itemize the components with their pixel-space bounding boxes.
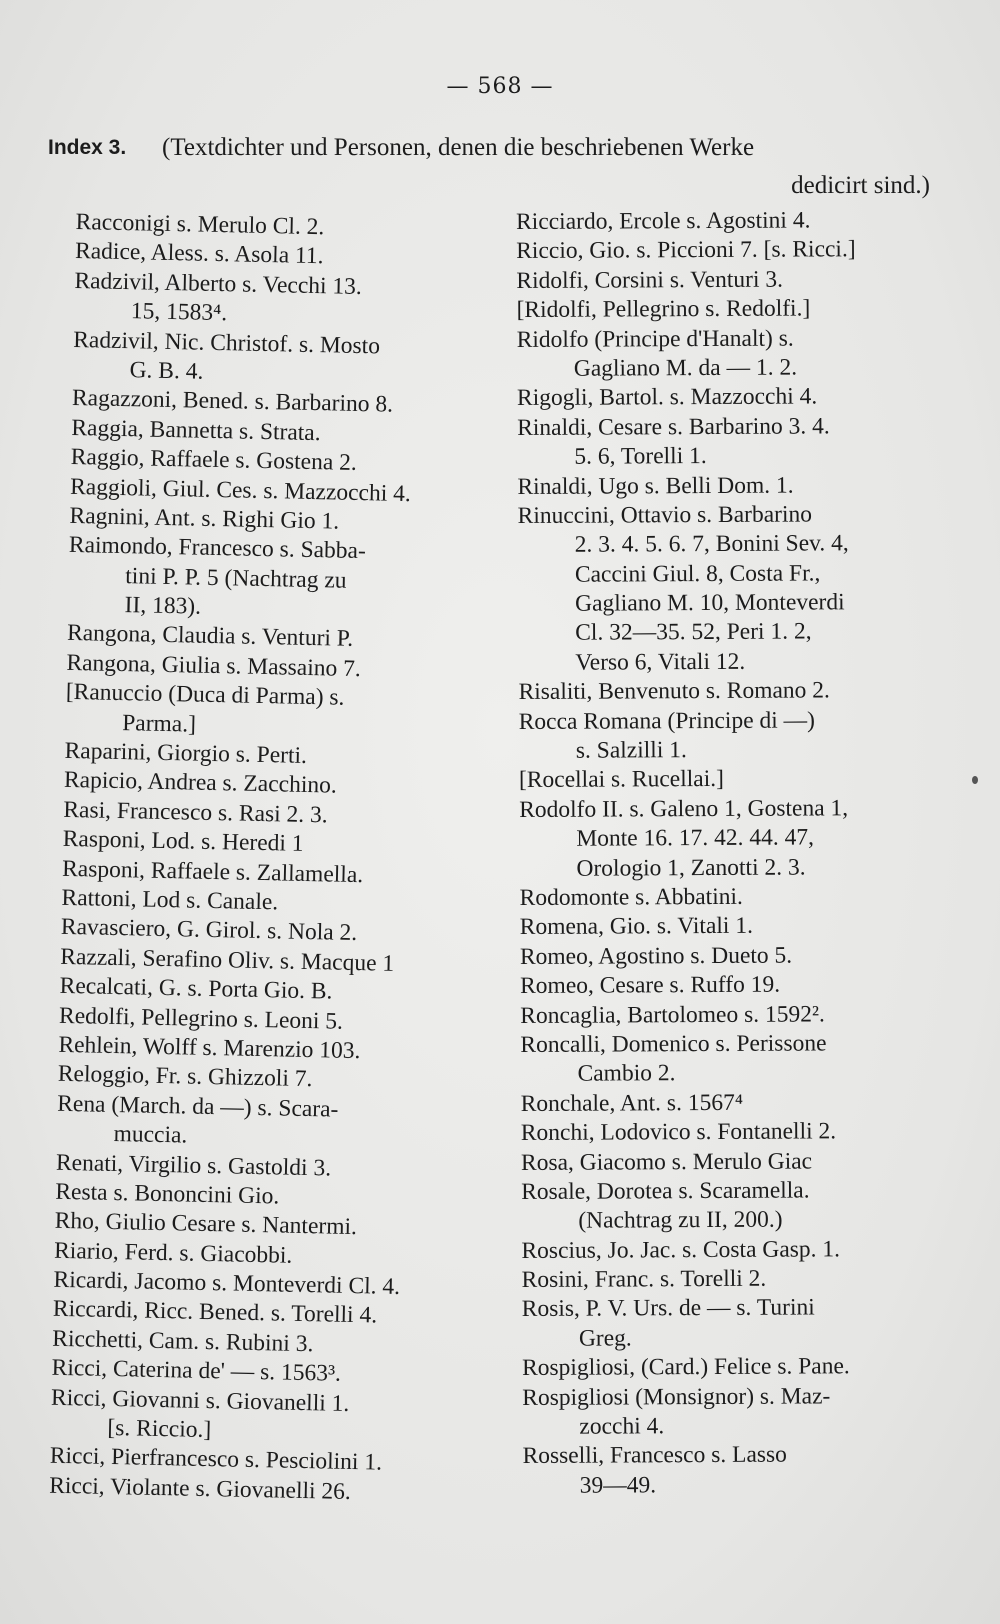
index-entry-line: Rasponi, Raffaele s. Zallamella. bbox=[61, 855, 364, 888]
index-entry-line: Rinaldi, Cesare s. Barbarino 3. 4. bbox=[517, 413, 830, 441]
index-entry-line: [s. Riccio.] bbox=[107, 1414, 212, 1444]
ink-speck bbox=[972, 776, 978, 784]
index-entry-line: Riario, Ferd. s. Giacobbi. bbox=[53, 1237, 293, 1269]
index-entry-line: Rosale, Dorotea s. Scaramella. bbox=[521, 1177, 810, 1205]
index-entry-line: Rospigliosi (Monsignor) s. Maz- bbox=[522, 1382, 831, 1411]
index-entry-line: Recalcati, G. s. Porta Gio. B. bbox=[59, 972, 333, 1005]
index-entry-line: Raggia, Bannetta s. Strata. bbox=[71, 414, 321, 446]
index-entry-line: Radice, Aless. s. Asola 11. bbox=[74, 238, 324, 270]
index-entry-line: Reloggio, Fr. s. Ghizzoli 7. bbox=[57, 1061, 313, 1093]
index-entry-line: Rangona, Claudia s. Venturi P. bbox=[66, 620, 354, 653]
index-entry-line: Verso 6, Vitali 12. bbox=[575, 648, 746, 676]
index-entry-line: Gagliano M. 10, Monteverdi bbox=[575, 589, 845, 617]
index-entry-line: Ravasciero, G. Girol. s. Nola 2. bbox=[60, 914, 358, 947]
index-entry-line: Rattoni, Lod s. Canale. bbox=[61, 884, 279, 916]
index-entry-line: Ronchi, Lodovico s. Fontanelli 2. bbox=[520, 1118, 837, 1147]
index-entry-line: Roncalli, Domenico s. Perissone bbox=[520, 1030, 827, 1058]
index-entry-line: Rodolfo II. s. Galeno 1, Gostena 1, bbox=[519, 795, 849, 823]
page-number: — 568 — bbox=[446, 74, 554, 99]
index-entry-line: [Ranuccio (Duca di Parma) s. bbox=[65, 679, 345, 711]
index-entry-line: Ricci, Giovanni s. Giovanelli 1. bbox=[50, 1384, 350, 1417]
index-entry-line: Resta s. Bononcini Gio. bbox=[55, 1178, 280, 1210]
index-entry-line: Ragnini, Ant. s. Righi Gio 1. bbox=[69, 502, 340, 535]
index-entry-line: Gagliano M. da — 1. 2. bbox=[573, 354, 798, 382]
index-entry-line: Orologio 1, Zanotti 2. 3. bbox=[576, 854, 806, 882]
index-entry-line: Raggioli, Giul. Ces. s. Mazzocchi 4. bbox=[69, 473, 412, 507]
index-entry-line: Ridolfo (Principe d'Hanalt) s. bbox=[516, 325, 794, 353]
index-entry-line: Raimondo, Francesco s. Sabba- bbox=[68, 532, 367, 565]
index-entry-line: Roncaglia, Bartolomeo s. 1592². bbox=[520, 1000, 825, 1029]
index-entry-line: Rena (March. da —) s. Scara- bbox=[56, 1090, 339, 1123]
index-entry-line: G. B. 4. bbox=[129, 357, 204, 385]
index-entry-line: Rehlein, Wolff s. Marenzio 103. bbox=[58, 1031, 361, 1065]
index-entry-line: Cl. 32—35. 52, Peri 1. 2, bbox=[575, 618, 812, 647]
index-heading-continuation: dedicirt sind.) bbox=[791, 172, 930, 199]
index-entry-line: Romeo, Cesare s. Ruffo 19. bbox=[520, 971, 781, 1000]
index-entry-line: Radzivil, Nic. Christof. s. Mosto bbox=[72, 326, 381, 359]
index-entry-line: Rinaldi, Ugo s. Belli Dom. 1. bbox=[517, 472, 794, 500]
index-entry-line: Rho, Giulio Cesare s. Nantermi. bbox=[54, 1208, 358, 1241]
index-entry-line: Parma.] bbox=[121, 709, 197, 738]
index-entry-line: 5. 6, Torelli 1. bbox=[574, 443, 707, 470]
index-entry-line: Romeo, Agostino s. Dueto 5. bbox=[519, 942, 793, 970]
index-entry-line: Rasi, Francesco s. Rasi 2. 3. bbox=[63, 796, 328, 829]
index-entry-line: Radzivil, Alberto s. Vecchi 13. bbox=[74, 267, 363, 300]
index-entry-line: Rodomonte s. Abbatini. bbox=[519, 883, 743, 911]
index-entry-line: Romena, Gio. s. Vitali 1. bbox=[519, 913, 753, 941]
index-entry-line: Rapicio, Andrea s. Zacchino. bbox=[63, 767, 338, 800]
index-entry-line: Ricciardo, Ercole s. Agostini 4. bbox=[516, 207, 811, 235]
index-entry-line: Rospigliosi, (Card.) Felice s. Pane. bbox=[522, 1353, 850, 1382]
index-entry-line: 39—49. bbox=[579, 1472, 657, 1499]
index-entry-line: Risaliti, Benvenuto s. Romano 2. bbox=[518, 677, 830, 706]
index-entry-line: Ricci, Violante s. Giovanelli 26. bbox=[48, 1472, 352, 1505]
index-entry-line: Ragazzoni, Bened. s. Barbarino 8. bbox=[71, 385, 394, 419]
index-heading: (Textdichter und Personen, denen die beschriebenen Werke bbox=[162, 134, 755, 161]
index-entry-line: Riccardi, Ricc. Bened. s. Torelli 4. bbox=[52, 1296, 378, 1329]
index-entry-line: Cambio 2. bbox=[577, 1060, 676, 1088]
index-entry-line: Rosis, P. V. Urs. de — s. Turini bbox=[521, 1294, 815, 1323]
index-entry-line: Rinuccini, Ottavio s. Barbarino bbox=[517, 501, 813, 529]
index-entry-line: (Nachtrag zu II, 200.) bbox=[578, 1206, 783, 1234]
index-entry-line: zocchi 4. bbox=[579, 1413, 665, 1440]
index-entry-line: 15, 1583⁴. bbox=[130, 298, 228, 327]
index-entry-line: Redolfi, Pellegrino s. Leoni 5. bbox=[58, 1002, 344, 1035]
index-entry-line: Rosa, Giacomo s. Merulo Giac bbox=[520, 1147, 813, 1176]
index-entry-line: Rosselli, Francesco s. Lasso bbox=[522, 1442, 787, 1470]
index-entry-line: Ricci, Caterina de' — s. 1563³. bbox=[51, 1354, 342, 1388]
index-entry-line: Riccio, Gio. s. Piccioni 7. [s. Ricci.] bbox=[516, 236, 856, 265]
index-entry-line: 2. 3. 4. 5. 6. 7, Bonini Sev. 4, bbox=[574, 530, 849, 558]
index-entry-line: Ricci, Pierfrancesco s. Pesciolini 1. bbox=[49, 1443, 383, 1477]
index-entry-line: [Rocellai s. Rucellai.] bbox=[518, 766, 724, 794]
index-entry-line: Ronchale, Ant. s. 1567⁴ bbox=[520, 1089, 744, 1117]
index-entry-line: Racconigi s. Merulo Cl. 2. bbox=[75, 208, 325, 241]
index-entry-line: Ricardi, Jacomo s. Monteverdi Cl. 4. bbox=[53, 1266, 401, 1301]
index-entry-line: Razzali, Serafino Oliv. s. Macque 1 bbox=[60, 943, 395, 977]
index-entry-line: Rasponi, Lod. s. Heredi 1 bbox=[62, 826, 304, 858]
index-entry-line: Rigogli, Bartol. s. Mazzocchi 4. bbox=[516, 383, 818, 412]
index-entry-line: s. Salzilli 1. bbox=[575, 737, 687, 764]
index-entry-line: Greg. bbox=[578, 1325, 632, 1352]
index-entry-line: Roscius, Jo. Jac. s. Costa Gasp. 1. bbox=[521, 1235, 841, 1264]
index-label: Index 3. bbox=[48, 136, 127, 159]
index-entry-line: Renati, Virgilio s. Gastoldi 3. bbox=[55, 1149, 332, 1182]
index-entry-line: Ricchetti, Cam. s. Rubini 3. bbox=[52, 1325, 314, 1358]
left-index-column bbox=[49, 208, 494, 1510]
index-entry-line: Caccini Giul. 8, Costa Fr., bbox=[574, 560, 821, 588]
index-entry-line: [Ridolfi, Pellegrino s. Redolfi.] bbox=[516, 295, 811, 324]
index-entry-line: Raggio, Raffaele s. Gostena 2. bbox=[70, 444, 358, 477]
index-entry-line: II, 183). bbox=[124, 592, 202, 620]
index-entry-line: Rosini, Franc. s. Torelli 2. bbox=[521, 1265, 767, 1294]
index-entry-line: Ridolfi, Corsini s. Venturi 3. bbox=[516, 266, 784, 294]
index-entry-line: tini P. P. 5 (Nachtrag zu bbox=[125, 562, 347, 594]
index-entry-line: Rangona, Giulia s. Massaino 7. bbox=[66, 649, 362, 682]
index-entry-line: Rocca Romana (Principe di —) bbox=[518, 707, 816, 735]
index-entry-line: Raparini, Giorgio s. Perti. bbox=[64, 737, 308, 769]
index-entry-line: Monte 16. 17. 42. 44. 47, bbox=[576, 824, 814, 852]
right-index-column bbox=[516, 206, 943, 1501]
index-entry-line: muccia. bbox=[113, 1121, 188, 1149]
